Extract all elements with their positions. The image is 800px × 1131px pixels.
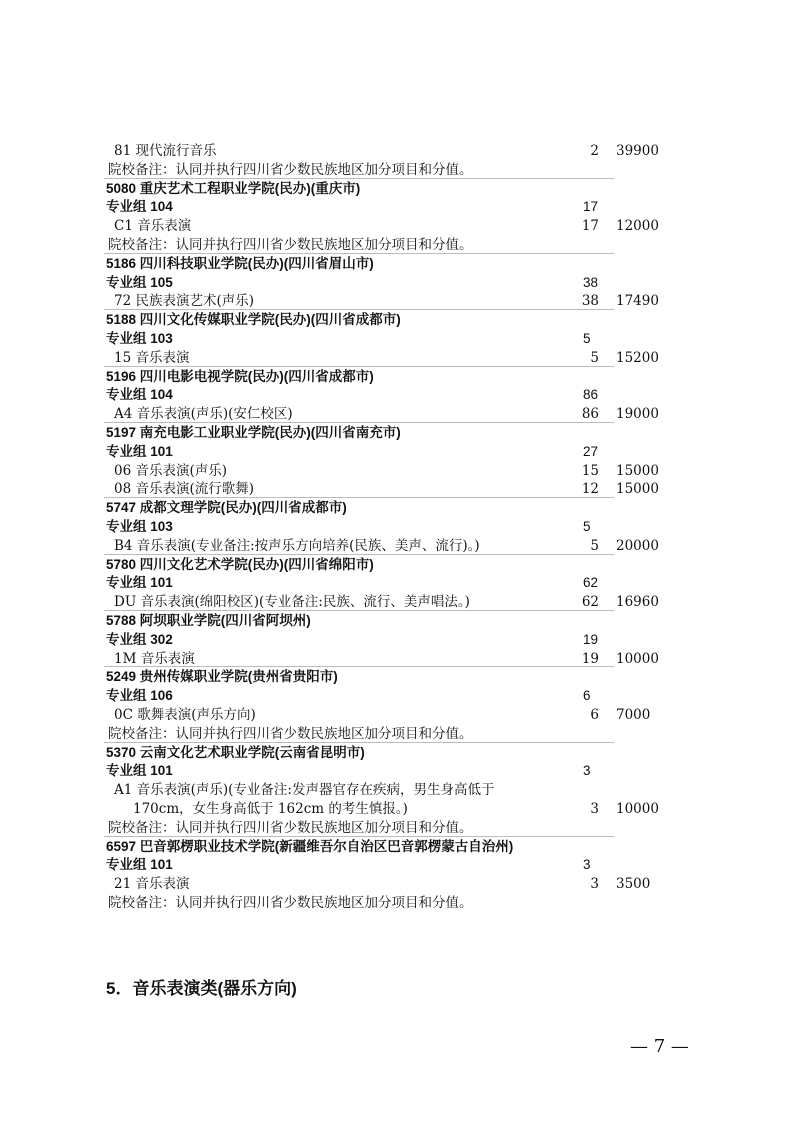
- major-line: C1 音乐表演: [114, 218, 192, 234]
- major-line: DU 音乐表演(绵阳校区)(专业备注:民族、流行、美声唱法。): [114, 594, 470, 610]
- major-line: 72 民族表演艺术(声乐): [114, 293, 255, 309]
- major-line: 08 音乐表演(流行歌舞): [114, 481, 255, 497]
- enrollment-count: 17: [583, 199, 599, 214]
- school-remark: 院校备注：认同并执行四川省少数民族地区加分项目和分值。: [108, 820, 473, 836]
- tuition-fee: 15000: [616, 481, 659, 497]
- major-group-line: 专业组 104: [106, 199, 173, 214]
- major-group-line: 专业组 101: [106, 857, 173, 872]
- row-separator: [104, 253, 614, 254]
- section-heading: 5．音乐表演类(器乐方向): [106, 979, 297, 998]
- tuition-fee: 19000: [616, 406, 659, 422]
- major-group-line: 专业组 105: [106, 275, 173, 290]
- major-line: 15 音乐表演: [114, 350, 190, 366]
- major-line: 0C 歌舞表演(声乐方向): [114, 707, 256, 723]
- major-group-line: 专业组 101: [106, 763, 173, 778]
- enrollment-count: 3: [590, 876, 599, 892]
- row-separator: [104, 836, 614, 837]
- enrollment-count: 86: [581, 406, 599, 422]
- enrollment-count: 62: [581, 594, 599, 610]
- tuition-fee: 39900: [616, 143, 659, 159]
- enrollment-count: 17: [581, 218, 599, 234]
- school-heading: 5080 重庆艺术工程职业学院(民办)(重庆市): [106, 181, 361, 196]
- page-number: — 7 —: [630, 1036, 689, 1057]
- school-remark: 院校备注：认同并执行四川省少数民族地区加分项目和分值。: [108, 162, 473, 178]
- tuition-fee: 10000: [616, 651, 659, 667]
- tuition-fee: 16960: [616, 594, 659, 610]
- enrollment-count: 15: [581, 463, 599, 479]
- school-heading: 5186 四川科技职业学院(民办)(四川省眉山市): [106, 256, 374, 271]
- enrollment-count: 5: [590, 350, 599, 366]
- enrollment-count: 5: [583, 519, 591, 534]
- major-line: A4 音乐表演(声乐)(安仁校区): [114, 406, 293, 422]
- major-line: B4 音乐表演(专业备注:按声乐方向培养(民族、美声、流行)。): [114, 538, 480, 554]
- major-group-line: 专业组 104: [106, 387, 173, 402]
- major-group-line: 专业组 302: [106, 632, 173, 647]
- major-line: 06 音乐表演(声乐): [114, 463, 228, 479]
- major-line: A1 音乐表演(声乐)(专业备注:发声器官存在疾病，男生身高低于: [114, 782, 495, 798]
- tuition-fee: 15200: [616, 350, 659, 366]
- tuition-fee: 10000: [616, 801, 659, 817]
- enrollment-count: 2: [590, 143, 599, 159]
- row-separator: [104, 366, 614, 367]
- enrollment-count: 3: [583, 857, 591, 872]
- school-heading: 6597 巴音郭楞职业技术学院(新疆维吾尔自治区巴音郭楞蒙古自治州): [106, 839, 514, 854]
- major-group-line: 专业组 103: [106, 519, 173, 534]
- school-heading: 5780 四川文化艺术学院(民办)(四川省绵阳市): [106, 557, 374, 572]
- enrollment-count: 19: [581, 651, 599, 667]
- tuition-fee: 3500: [616, 876, 651, 892]
- enrollment-count: 27: [583, 444, 599, 459]
- school-remark: 院校备注：认同并执行四川省少数民族地区加分项目和分值。: [108, 237, 473, 253]
- major-line: 81 现代流行音乐: [114, 143, 217, 159]
- school-heading: 5197 南充电影工业职业学院(民办)(四川省南充市): [106, 425, 401, 440]
- major-line: 21 音乐表演: [114, 876, 190, 892]
- school-remark: 院校备注：认同并执行四川省少数民族地区加分项目和分值。: [108, 726, 473, 742]
- row-separator: [104, 309, 614, 310]
- school-heading: 5370 云南文化艺术职业学院(云南省昆明市): [106, 745, 365, 760]
- enrollment-count: 62: [583, 575, 599, 590]
- enrollment-count: 38: [583, 275, 599, 290]
- enrollment-count: 19: [583, 632, 599, 647]
- enrollment-count: 6: [590, 707, 599, 723]
- enrollment-count: 3: [583, 763, 591, 778]
- row-separator: [104, 610, 614, 611]
- enrollment-count: 86: [583, 387, 599, 402]
- row-separator: [104, 742, 614, 743]
- tuition-fee: 20000: [616, 538, 659, 554]
- major-group-line: 专业组 101: [106, 575, 173, 590]
- tuition-fee: 17490: [616, 293, 659, 309]
- school-heading: 5788 阿坝职业学院(四川省阿坝州): [106, 613, 311, 628]
- row-separator: [104, 178, 614, 179]
- school-heading: 5196 四川电影电视学院(民办)(四川省成都市): [106, 369, 374, 384]
- major-group-line: 专业组 106: [106, 688, 173, 703]
- enrollment-count: 6: [583, 688, 591, 703]
- tuition-fee: 7000: [616, 707, 651, 723]
- school-heading: 5249 贵州传媒职业学院(贵州省贵阳市): [106, 669, 338, 684]
- school-heading: 5188 四川文化传媒职业学院(民办)(四川省成都市): [106, 312, 401, 327]
- enrollment-count: 3: [590, 801, 599, 817]
- major-group-line: 专业组 101: [106, 444, 173, 459]
- enrollment-count: 5: [590, 538, 599, 554]
- row-separator: [104, 554, 614, 555]
- row-separator: [104, 422, 614, 423]
- school-heading: 5747 成都文理学院(民办)(四川省成都市): [106, 500, 347, 515]
- major-group-line: 专业组 103: [106, 331, 173, 346]
- major-line: 1M 音乐表演: [114, 651, 195, 667]
- row-separator: [104, 497, 614, 498]
- enrollment-count: 12: [581, 481, 599, 497]
- enrollment-count: 5: [583, 331, 591, 346]
- row-separator: [104, 666, 614, 667]
- school-remark: 院校备注：认同并执行四川省少数民族地区加分项目和分值。: [108, 895, 473, 911]
- tuition-fee: 15000: [616, 463, 659, 479]
- tuition-fee: 12000: [616, 218, 659, 234]
- major-line-continued: 170cm，女生身高低于 162cm 的考生慎报。): [133, 801, 408, 817]
- enrollment-count: 38: [581, 293, 599, 309]
